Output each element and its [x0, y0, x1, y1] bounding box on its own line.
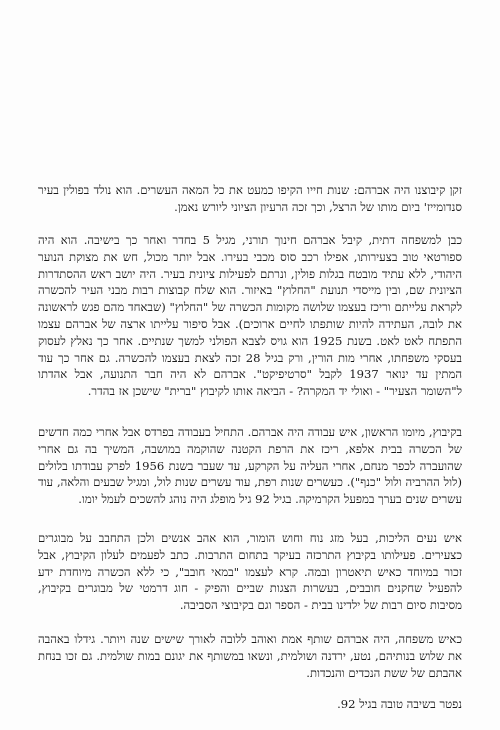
paragraph-intro: זקן קיבוצנו היה אברהם: שנות חייו הקיפו כמעט את כל המאה העשרים. הוא נולד בפולין בעיר סנדומייז' ביום מותו של הרצל, וכך זכה הרעיון הציוני ליורש נאמן.	[38, 183, 462, 214]
paragraph-youth-zionism: כבן למשפחה דתית, קיבל אברהם חינוך תורני, מגיל 5 בחדר ואחר כך בישיבה. הוא היה ספורטאי טוב בצעירותו, אפילו רכב סוס מכבי בעירו. אבל יותר מכול, חש את מצוקת הנוער היהודי, ללא עתיד מובטח בגלות פולין, ונרתם לפעילות ציונית בעיר. היה יושב ראש ההסתדרות הציונית שם, ובין מייסדי תנועת "החלוץ" באיזור. הוא שלח קבוצות רבות מבני העיר להכשרה לקראת עלייתם וריכז בעצמו שלושה מקומות הכשרה של "החלוץ" (שבאחד מהם פגש לראשונה את לובה, העתידה להיות שותפתו לחיים ארוכים). אבל סיפור עלייתו ארצה של אברהם עצמו התפתח לאט לאט. בשנת 1925 הוא גויס לצבא הפולני למשך שנתיים. אחר כך נאלץ לעסוק בעסקי משפחתו, אחרי מות הורין, ורק בגיל 28 זכה לצאת בעצמו להכשרה. גם אחר כך עוד המתין עד ינואר 1937 לקבל "סרטיפיקט". אברהם לא היה חבר התנועה, אבל אהדתו ל"השומר הצעיר" - ואולי יד המקרה? - הביאה אותו לקיבוץ "ברית" שישכן אז בהדר.	[38, 233, 462, 399]
paragraph-culture-theatre: איש נעים הליכות, בעל מזג נוח וחוש הומור, הוא אהב אנשים ולכן התחבב על מבוגרים כצעירים. פעילותו בקיבוץ התרכזה בעיקר בתחום התרבות. כתב לפעמים לעלון הקיבוץ, אבל זכור במיוחד כאיש תיאטרון ובמה. קרא לעצמו "במאי חובב", כי ללא הכשרה מיוחדת ידע להפעיל שחקנים חובבים, בעשרות הצגות שביים והפיק - חוג דרמטי של מבוגרים בקיבוץ, מסיבות סיום רבות של ילדינו בבית - הספר וגם בקיבוצי הסביבה.	[38, 531, 462, 613]
paragraph-kibbutz-work: בקיבוץ, מיומו הראשון, איש עבודה היה אברהם. התחיל בעבודה בפרדס אבל אחרי כמה חדשים של הכשרה בבית אלפא, ריכז את הרפת הקטנה שהוקמה במושבה, המשיך בה גם אחרי שהועברה לכפר מנחם, אחרי העליה על הקרקע, עד שעבר בשנת 1956 לפרק עבודתו בלולים (לול ההרביה ולול "כנף"). כעשרים שנות רפת, עוד עשרים שנות לול, ומגיל שבעים והלאה, עוד עשרים שנים בערך במפעל הקרמיקה. בגיל 92 גיל מופלג היה נוהג להשכים לעמל יומו.	[38, 425, 462, 507]
paragraph-family: כאיש משפחה, היה אברהם שותף אמת ואוהב ללובה לאורך שישים שנה ויותר. גידלו באהבה את שלוש בנותיהם, נטע, ירדנה ושולמית, ונשאו במשותף את יגונם במות שולמית. גם זכו בנחת אהבתם של ששת הנכדים והנכדות.	[38, 632, 462, 680]
closing-line: נפטר בשיבה טובה בגיל 92.	[337, 697, 462, 711]
